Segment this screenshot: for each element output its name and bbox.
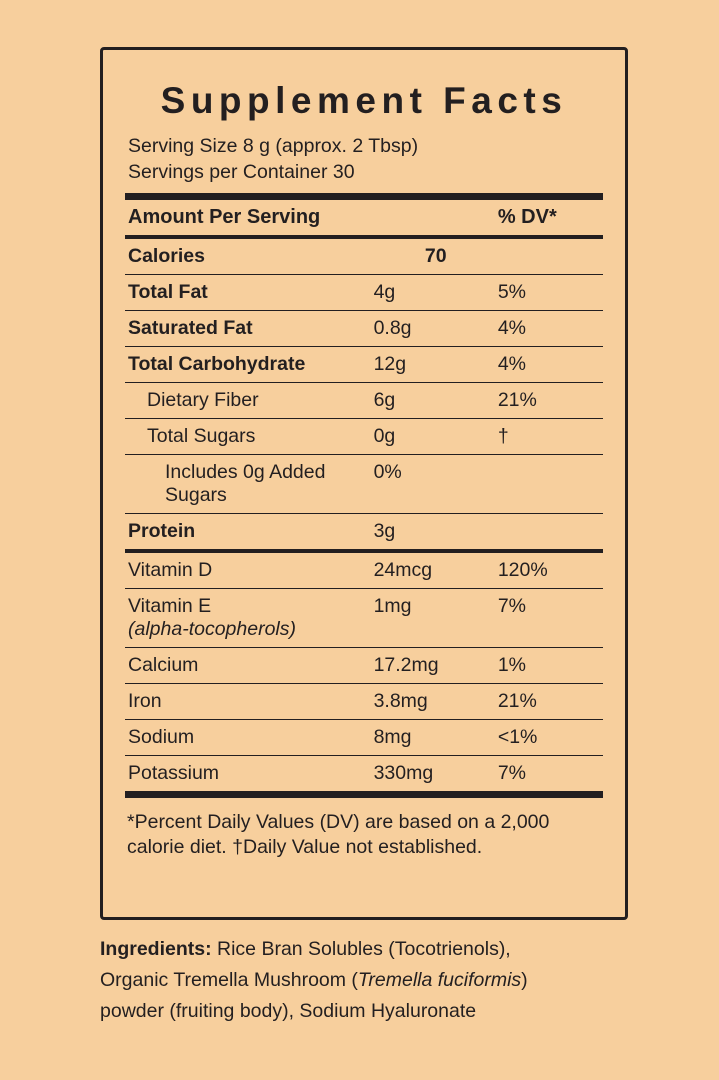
row-amount-vitamin-d: 24mcg <box>374 551 498 589</box>
row-dv-dietary-fiber: 21% <box>498 383 603 419</box>
page-title: Supplement Facts <box>160 80 568 121</box>
row-amount-total-sugars: 0g <box>374 419 498 455</box>
row-amount-saturated-fat: 0.8g <box>374 311 498 347</box>
table-row <box>125 720 603 756</box>
row-amount-dietary-fiber: 6g <box>374 383 498 419</box>
table-row <box>125 347 603 383</box>
table-row <box>125 648 603 684</box>
row-dv-vitamin-e: 7% <box>498 589 603 648</box>
row-label-added-sugars: Includes 0g Added Sugars <box>125 455 374 514</box>
header-percent-dv: % DV* <box>497 206 557 228</box>
ingredients-label: Ingredients: <box>100 938 212 960</box>
row-dv-total-fat: 5% <box>498 275 603 311</box>
table-row <box>125 756 603 792</box>
row-label-vitamin-e-subtext: (alpha-tocopherols) <box>128 618 297 640</box>
row-amount-potassium: 330mg <box>374 756 498 792</box>
row-amount-sodium: 8mg <box>374 720 498 756</box>
row-dv-potassium: 7% <box>498 756 603 792</box>
table-header-row <box>125 200 603 237</box>
table-row <box>125 551 603 589</box>
row-amount-total-fat: 4g <box>374 275 498 311</box>
row-label-calories: Calories <box>125 237 374 275</box>
ingredients-line-1: Rice Bran Solubles (Tocotrienols), <box>217 938 511 960</box>
row-amount-calcium: 17.2mg <box>374 648 498 684</box>
row-dv-protein <box>498 514 603 552</box>
servings-per-container-line: Servings per Container 30 <box>128 161 355 183</box>
ingredients-line-2-prefix: Organic Tremella Mushroom ( <box>100 969 358 991</box>
nutrition-table <box>125 200 603 791</box>
row-label-total-carbohydrate: Total Carbohydrate <box>125 347 374 383</box>
header-amount-per-serving: Amount Per Serving <box>128 206 321 228</box>
row-dv-total-sugars: † <box>498 419 603 455</box>
row-amount-vitamin-e: 1mg <box>374 589 498 648</box>
row-label-protein: Protein <box>125 514 374 552</box>
divider-thick-bottom <box>125 791 603 798</box>
ingredients-block <box>100 934 640 1027</box>
row-amount-added-sugars: 0% <box>374 455 498 514</box>
row-label-sodium: Sodium <box>125 720 374 756</box>
row-label-calcium: Calcium <box>125 648 374 684</box>
table-row <box>125 455 603 514</box>
supplement-facts-panel <box>100 47 628 920</box>
table-row <box>125 275 603 311</box>
header-spacer <box>374 200 498 237</box>
row-label-total-fat: Total Fat <box>125 275 374 311</box>
table-row <box>125 237 603 275</box>
table-row <box>125 684 603 720</box>
row-label-total-sugars: Total Sugars <box>125 419 374 455</box>
row-label-vitamin-e-text: Vitamin E <box>128 595 212 617</box>
row-dv-calories <box>498 237 603 275</box>
row-label-saturated-fat: Saturated Fat <box>125 311 374 347</box>
table-row <box>125 419 603 455</box>
table-row <box>125 589 603 648</box>
table-row <box>125 311 603 347</box>
divider-thick-top <box>125 193 603 200</box>
row-amount-calories: 70 <box>374 237 498 275</box>
row-dv-added-sugars <box>498 455 603 514</box>
serving-size-line: Serving Size 8 g (approx. 2 Tbsp) <box>128 135 419 157</box>
row-dv-vitamin-d: 120% <box>498 551 603 589</box>
row-dv-iron: 21% <box>498 684 603 720</box>
row-label-iron: Iron <box>125 684 374 720</box>
row-label-potassium: Potassium <box>125 756 374 792</box>
row-dv-calcium: 1% <box>498 648 603 684</box>
ingredients-line-2-italic: Tremella fuciformis <box>357 969 522 991</box>
daily-value-footnote: *Percent Daily Values (DV) are based on a 2,000 calorie diet. †Daily Value not established. <box>127 811 550 858</box>
row-amount-iron: 3.8mg <box>374 684 498 720</box>
ingredients-line-2-suffix: ) <box>521 969 528 991</box>
row-dv-total-carbohydrate: 4% <box>498 347 603 383</box>
row-label-dietary-fiber: Dietary Fiber <box>125 383 374 419</box>
ingredients-line-3: powder (fruiting body), Sodium Hyaluronate <box>100 1000 477 1022</box>
row-amount-protein: 3g <box>374 514 498 552</box>
row-label-vitamin-d: Vitamin D <box>125 551 374 589</box>
row-label-vitamin-e <box>125 589 374 648</box>
row-dv-saturated-fat: 4% <box>498 311 603 347</box>
table-row <box>125 383 603 419</box>
table-row <box>125 514 603 552</box>
row-dv-sodium: <1% <box>498 720 603 756</box>
row-amount-total-carbohydrate: 12g <box>374 347 498 383</box>
